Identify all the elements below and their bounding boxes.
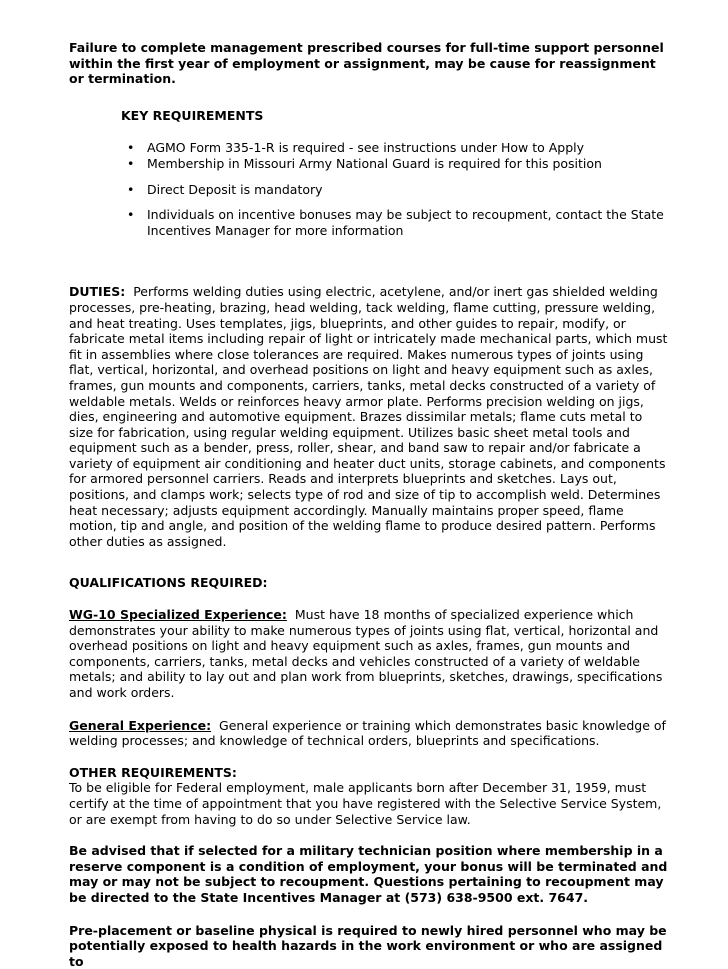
- list-item: [69, 182, 669, 198]
- specialized-experience-text: Must have 18 months of specialized experience which demonstrates your ability to make numerous types of joints using flat, vertical, horizontal and overhead positions on light and heavy equipment such as axles, frames, gun mounts and components, carriers, tanks, metal decks and vehicles constructed of a variety of weldable metals; and ability to lay out and plan work from blueprints, sketches, drawings, specifications and work orders.: [69, 607, 663, 700]
- duties-paragraph: [69, 284, 669, 549]
- list-item: [69, 156, 669, 172]
- bullet-icon: •: [127, 140, 135, 156]
- general-experience-text: General experience or training which demonstrates basic knowledge of welding processes; and knowledge of technical orders, blueprints and specifications.: [69, 717, 666, 749]
- qualifications-heading: QUALIFICATIONS REQUIRED:: [69, 575, 268, 591]
- list-item: [69, 140, 669, 156]
- bonus-advisory-paragraph: Be advised that if selected for a military technician position where membership in a reserve component is a condition of employment, your bonus will be terminated and may or may not be subject to recoupment. Questions pertaining to recoupment may be directed to the State Incentives Manager at (573) 638-9500 ext. 7647.: [69, 843, 668, 905]
- general-experience-paragraph: [69, 718, 669, 749]
- list-item-text: AGMO Form 335-1-R is required - see instructions under How to Apply: [147, 140, 585, 156]
- list-item-text: Direct Deposit is mandatory: [147, 181, 323, 197]
- duties-text: Performs welding duties using electric, acetylene, and/or inert gas shielded welding processes, pre-heating, brazing, head welding, tack welding, flame cutting, pressure welding, and heat treating. Uses templates, jigs, blueprints, and other guides to repair, modify, or fabricate metal items including repair of light or intricately made mechanical parts, which must fit in assemblies where close tolerances are required. Makes numerous types of joints using flat, vertical, horizontal, and overhead positions on light and heavy equipment such as axles, frames, gun mounts and components, carriers, tanks, metal decks constructed of a variety of weldable metals. Welds or reinforces heavy armor plate. Performs precision welding on jigs, dies, engineering and automotive equipment. Brazes dissimilar metals; flame cuts metal to size for fabrication, using regular welding equipment. Utilizes basic sheet metal tools and equipment such as a bender, press, roller, shear, and band saw to repair and/or fabricate a variety of equipment air conditioning and heater duct units, storage cabinets, and components for armored personnel carriers. Reads and interprets blueprints and sketches. Lays out, positions, and clamps work; selects type of rod and size of tip to accomplish weld. Determines heat necessary; adjusts equipment accordingly. Manually maintains proper speed, flame motion, tip and angle, and position of the welding flame to produce desired pattern. Performs other duties as assigned.: [69, 284, 668, 549]
- bullet-icon: •: [127, 181, 135, 197]
- intro-paragraph: Failure to complete management prescribed courses for full-time support personnel within the first year of employment or assignment, may be cause for reassignment or termination.: [69, 40, 664, 87]
- specialized-experience-label: WG-10 Specialized Experience:: [69, 607, 287, 623]
- specialized-experience-paragraph: [69, 607, 669, 701]
- other-requirements-text: To be eligible for Federal employment, male applicants born after December 31, 1959, must certify at the time of appointment that you have registered with the Selective Service System, or are exempt from having to do so under Selective Service law.: [69, 780, 662, 827]
- key-requirements-heading: KEY REQUIREMENTS: [121, 107, 264, 123]
- other-requirements-heading: OTHER REQUIREMENTS:: [69, 764, 237, 780]
- key-requirements-list: [69, 140, 669, 238]
- duties-label: DUTIES:: [69, 284, 126, 300]
- document-page: [69, 40, 669, 969]
- list-item: [69, 207, 669, 238]
- list-item-text: Individuals on incentive bonuses may be subject to recoupment, contact the State Incentives Manager for more information: [147, 207, 664, 238]
- general-experience-label: General Experience:: [69, 717, 212, 733]
- bullet-icon: •: [127, 207, 135, 223]
- list-item-text: Membership in Missouri Army National Guard is required for this position: [147, 155, 602, 171]
- preplacement-physical-paragraph: Pre-placement or baseline physical is required to newly hired personnel who may be potentially exposed to health hazards in the work environment or who are assigned to: [69, 922, 667, 969]
- bullet-icon: •: [127, 155, 135, 171]
